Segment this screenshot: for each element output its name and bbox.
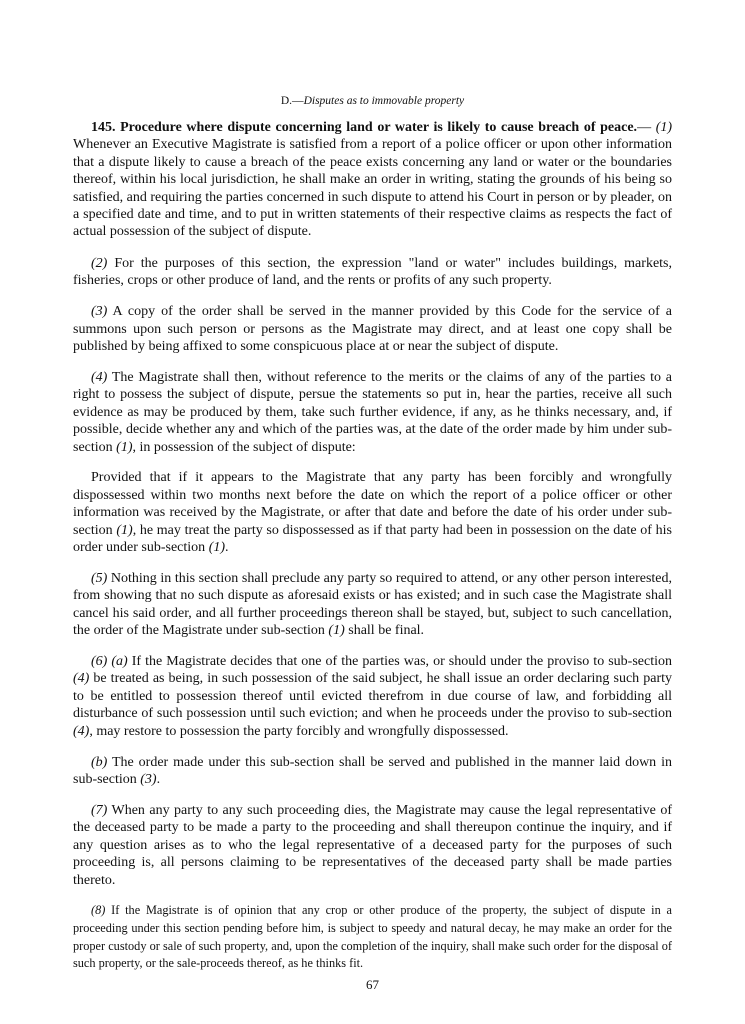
subsection-6a [73, 653, 672, 740]
subsection-5-ref: (1) [328, 623, 345, 639]
subsection-number-5: (5) [91, 570, 108, 586]
subsection-8-text: If the Magistrate is of opinion that any crop or other produce of the property, the subject of dispute in a proceeding under this section pending before him, is subject to speedy and natural decay, he may make an order for the proper custody or sale of such property, and, upon the completion of the inquiry, shall make such order for the disposal of such property, or the sale-proceeds thereof, as he thinks fit. [73, 903, 672, 971]
proviso-ref-2: (1) [208, 540, 226, 556]
subsection-6a-ref-2: (4) [73, 723, 90, 739]
section-title: 145. Procedure where dispute concerning land or water is likely to cause breach of peace. [91, 120, 638, 135]
subsection-4-ref: (1) [116, 439, 133, 455]
clause-a: (a) [111, 654, 128, 670]
page-number: 67 [366, 976, 379, 992]
subsection-8 [73, 902, 672, 972]
proviso-text-c: . [225, 540, 229, 556]
subsection-6b-text-b: . [156, 772, 161, 787]
subsection-4 [73, 369, 672, 456]
subsection-5 [73, 570, 672, 640]
subsection-6b-text-a: The order made under this sub-section shall be served and published in the manner laid down in sub-section [73, 754, 672, 787]
subsection-number-8: (8) [91, 903, 106, 918]
section-title-dash: — [637, 120, 652, 135]
subsection-4-text-b: , in possession of the subject of dispute: [132, 439, 356, 455]
subsection-number-3: (3) [91, 304, 108, 320]
subsection-2-text: For the purposes of this section, the expression "land or water" includes buildings, markets, fisheries, crops or other produce of land, and the rents or profits of any such property. [73, 255, 672, 289]
chapter-heading [73, 95, 672, 107]
subsection-6a-text-a: If the Magistrate decides that one of the parties was, or should under the proviso to sub-section [127, 654, 673, 670]
subsection-6a-text-c: , may restore to possession the party forcibly and wrongfully dispossessed. [89, 723, 509, 739]
proviso [73, 469, 672, 556]
subsection-number-7: (7) [91, 802, 108, 818]
subsection-7-text: When any party to any such proceeding dies, the Magistrate may cause the legal representative of the deceased party to be made a party to the proceeding and shall thereupon continue the inquiry, and if any question arises as to who the legal representative of a deceased party for the purposes of such proceeding is, all persons claiming to be representatives of the deceased party shall be made parties thereto. [73, 802, 672, 888]
subsection-5-text-b: shall be final. [344, 623, 425, 639]
section-145-paragraph-1 [73, 119, 672, 241]
proviso-text-b: , he may treat the party so dispossessed as if that party had been in possession on the date of his order under sub-section [73, 522, 672, 556]
subsection-6b [73, 754, 672, 789]
proviso-text-a: Provided that if it appears to the Magistrate that any party has been forcibly and wrongfully dispossessed within two months next before the date on which the report of a police officer or other information was received by the Magistrate, or after that date and before the date of his order under sub-section [73, 470, 672, 538]
subsection-number-6: (6) [91, 654, 108, 670]
heading-prefix: D.— [280, 95, 304, 107]
subsection-7 [73, 802, 672, 889]
subsection-number-2: (2) [91, 255, 108, 271]
subsection-2 [73, 255, 672, 290]
subsection-6a-text-b: be treated as being, in such possession of the said subject, he shall issue an order declaring such party to be entitled to possession thereof until evicted therefrom in due course of law, and forbidding all disturbance of such possession until such eviction; and when he proceeds under the proviso to sub-section [73, 671, 672, 722]
subsection-number-1: (1) [655, 120, 673, 135]
clause-b: (b) [91, 754, 108, 770]
subsection-number-4: (4) [91, 369, 108, 385]
heading-title: Disputes as to immovable property [303, 95, 465, 107]
subsection-4-text-a: The Magistrate shall then, without reference to the merits or the claims of any of the parties to a right to possess the subject of dispute, persue the statements so put in, hear the parties, receive all such evidence as may be produced by them, take such further evidence, if any, as he thinks necessary, and, if possible, decide whether any and which of the parties was, at the date of the order made by him under sub-section [73, 369, 672, 455]
subsection-3 [73, 303, 672, 355]
subsection-1-text: Whenever an Executive Magistrate is satisfied from a report of a police officer or upon other information that a dispute likely to cause a breach of the peace exists concerning any land or water or the boundaries thereof, within his local jurisdiction, he shall make an order in writing, stating the grounds of his being so satisfied, and requiring the parties concerned in such dispute to attend his Court in person or by pleader, on a specified date and time, and to put in written statements of their respective claims as respects the fact of actual possession of the subject of dispute. [73, 137, 672, 240]
subsection-5-text-a: Nothing in this section shall preclude any party so required to attend, or any other person interested, from showing that no such dispute as aforesaid exists or has existed; and in such case the Magistrate shall cancel his said order, and all further proceedings thereon shall be stayed, but, subject to such cancellation, the order of the Magistrate under sub-section [73, 570, 672, 639]
subsection-6b-ref: (3) [140, 772, 157, 787]
subsection-3-text: A copy of the order shall be served in the manner provided by this Code for the service of a summons upon such person or persons as the Magistrate may direct, and at least one copy shall be published by being affixed to some conspicuous place at or near the subject of dispute. [73, 304, 672, 354]
subsection-6a-ref-1: (4) [73, 671, 90, 687]
proviso-ref-1: (1) [116, 522, 133, 538]
